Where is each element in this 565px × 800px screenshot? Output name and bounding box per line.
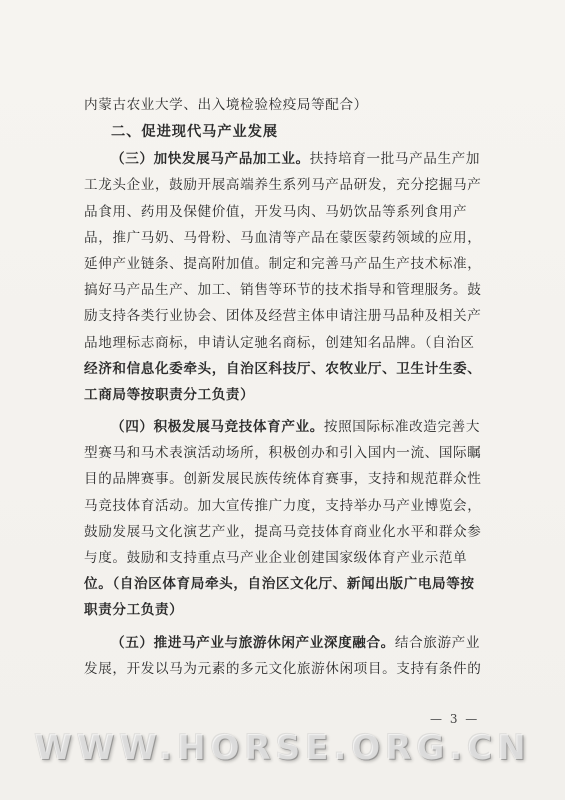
page-number: — 3 — — [430, 712, 480, 726]
paragraph-line — [84, 630, 504, 656]
paragraph-text: 按照国际标准改造完善大 — [323, 419, 481, 436]
paragraph-line: 延伸产业链条、提高附加值。制定和完善马产品生产技术标准， — [84, 255, 482, 272]
paragraph-line: 工龙头企业，鼓励开展高端养生系列马产品研发，充分挖掘马产 — [84, 177, 482, 194]
document-body — [84, 92, 504, 682]
paragraph-lead: （五）推进马产业与旅游休闲产业深度融合。 — [111, 634, 395, 651]
paragraph-line: 与度。鼓励和支持重点马产业企业创建国家级体育产业示范单 — [84, 550, 468, 566]
paragraph-line — [84, 414, 504, 440]
paragraph-line: 位。（自治区体育局牵头，自治区文化厅、新闻出版广电局等按 — [84, 576, 475, 593]
section-heading: 二、促进现代马产业发展 — [111, 124, 279, 141]
paragraph-line — [84, 146, 504, 172]
paragraph-text: 扶持培育一批马产品生产加 — [309, 151, 481, 168]
paragraph-lead: （三）加快发展马产品加工业。 — [111, 151, 310, 168]
paragraph-text: 结合旅游产业 — [394, 634, 481, 651]
paragraph-line: 品，推广马奶、马骨粉、马血清等产品在蒙医蒙药领域的应用， — [84, 229, 482, 246]
paragraph-line: 目的品牌赛事。创新发展民族传统体育赛事，支持和规范群众性 — [84, 471, 482, 488]
paragraph-line: 经济和信息化委牵头，自治区科技厅、农牧业厅、卫生计生委、 — [84, 360, 482, 377]
paragraph-line: 品食用、药用及保健价值，开发马肉、马奶饮品等系列食用产 — [84, 203, 468, 220]
watermark: WWW.HORSE.ORG.CN — [34, 728, 531, 768]
paragraph-line: 职责分工负责） — [84, 602, 184, 619]
paragraph-line: 励支持各类行业协会、团体及经营主体申请注册马品种及相关产 — [84, 308, 482, 325]
paragraph-line: 品地理标志商标，申请认定驰名商标，创建知名品牌。（自治区 — [84, 334, 475, 351]
paragraph-line: 型赛马和马术表演活动场所，积极创办和引入国内一流、国际瞩 — [84, 445, 482, 462]
paragraph-lead: （四）积极发展马竞技体育产业。 — [111, 419, 324, 436]
paragraph-line: 内蒙古农业大学、出入境检验检疫局等配合） — [84, 97, 368, 113]
paragraph-line: 发展，开发以马为元素的多元文化旅游休闲项目。支持有条件的 — [84, 660, 482, 677]
paragraph-line: 鼓励发展马文化演艺产业，提高马竞技体育商业化水平和群众参 — [84, 523, 482, 540]
paragraph-line: 工商局等按职责分工负责） — [84, 386, 255, 403]
paragraph-line: 马竞技体育活动。加大宣传推广力度，支持举办马产业博览会， — [84, 497, 482, 514]
paragraph-line: 搞好马产品生产、加工、销售等环节的技术指导和管理服务。鼓 — [84, 282, 482, 299]
